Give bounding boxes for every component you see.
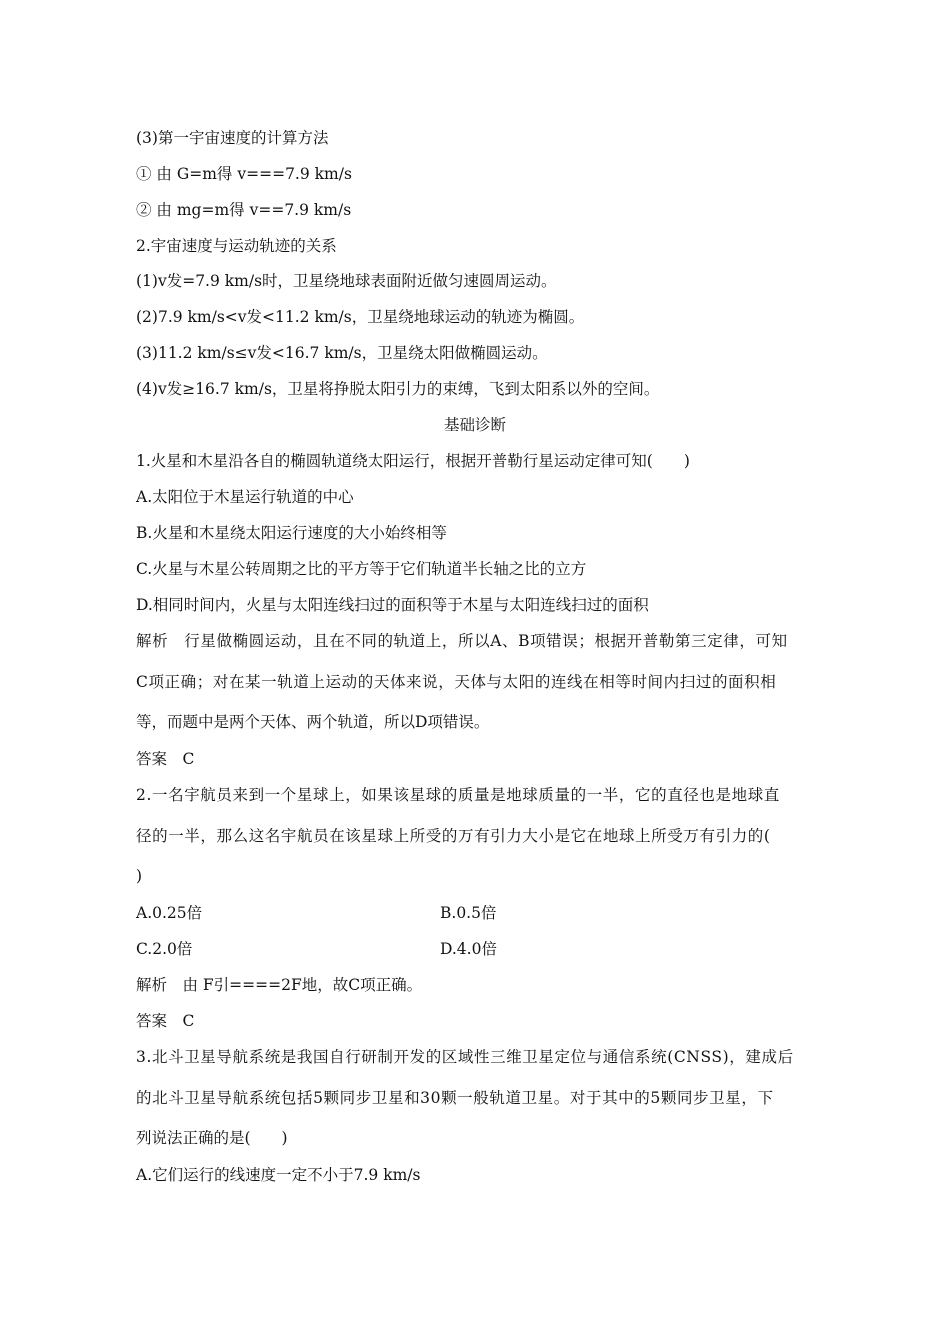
section-heading-2: 2.宇宙速度与运动轨迹的关系 (136, 237, 337, 255)
q1-option-c: C.火星与木星公转周期之比的平方等于它们轨道半长轴之比的立方 (136, 560, 587, 578)
question-2-line-1: 2.一名宇航员来到一个星球上，如果该星球的质量是地球质量的一半，它的直径也是地球直 (136, 786, 780, 804)
question-2-line-3: ) (136, 867, 143, 885)
q1-answer: 答案 C (136, 750, 195, 768)
q2-option-c: C.2.0倍 (136, 940, 193, 958)
q2-option-d: D.4.0倍 (440, 940, 497, 958)
q2-answer: 答案 C (136, 1012, 195, 1030)
formula-line-2: ② 由 mg=m得 v==7.9 km/s (136, 201, 352, 219)
q3-option-a: A.它们运行的线速度一定不小于7.9 km/s (136, 1166, 421, 1184)
formula-line-1: ① 由 G=m得 v===7.9 km/s (136, 165, 352, 183)
question-2-line-2: 径的一半，那么这名宇航员在该星球上所受的万有引力大小是它在地球上所受万有引力的( (136, 827, 771, 845)
velocity-case-2: (2)7.9 km/s<v发<11.2 km/s，卫星绕地球运动的轨迹为椭圆。 (136, 308, 585, 326)
velocity-case-4: (4)v发≥16.7 km/s，卫星将挣脱太阳引力的束缚，飞到太阳系以外的空间。 (136, 380, 660, 398)
q2-option-b: B.0.5倍 (440, 904, 497, 922)
q1-option-d: D.相同时间内，火星与太阳连线扫过的面积等于木星与太阳连线扫过的面积 (136, 596, 649, 614)
q1-option-a: A.太阳位于木星运行轨道的中心 (136, 488, 354, 506)
q1-analysis-line-1: 解析 行星做椭圆运动，且在不同的轨道上，所以A、B项错误；根据开普勒第三定律，可知 (136, 632, 788, 650)
subheading-first-cosmic-velocity: (3)第一宇宙速度的计算方法 (136, 129, 329, 147)
section-title-basic-diagnosis: 基础诊断 (443, 416, 506, 434)
q2-option-a: A.0.25倍 (136, 904, 203, 922)
velocity-case-3: (3)11.2 km/s≤v发<16.7 km/s，卫星绕太阳做椭圆运动。 (136, 344, 548, 362)
question-3-line-3: 列说法正确的是( ) (136, 1129, 288, 1147)
question-3-line-2: 的北斗卫星导航系统包括5颗同步卫星和30颗一般轨道卫星。对于其中的5颗同步卫星，下 (136, 1089, 774, 1107)
question-1: 1.火星和木星沿各自的椭圆轨道绕太阳运行，根据开普勒行星运动定律可知( ) (136, 452, 690, 470)
q2-analysis: 解析 由 F引====2F地，故C项正确。 (136, 976, 423, 994)
q1-analysis-line-2: C项正确；对在某一轨道上运动的天体来说，天体与太阳的连线在相等时间内扫过的面积相 (136, 673, 777, 691)
q1-option-b: B.火星和木星绕太阳运行速度的大小始终相等 (136, 524, 447, 542)
velocity-case-1: (1)v发=7.9 km/s时，卫星绕地球表面附近做匀速圆周运动。 (136, 272, 557, 290)
question-3-line-1: 3.北斗卫星导航系统是我国自行研制开发的区域性三维卫星定位与通信系统(CNSS)，建成后 (136, 1048, 794, 1066)
q1-analysis-line-3: 等，而题中是两个天体、两个轨道，所以D项错误。 (136, 713, 490, 731)
